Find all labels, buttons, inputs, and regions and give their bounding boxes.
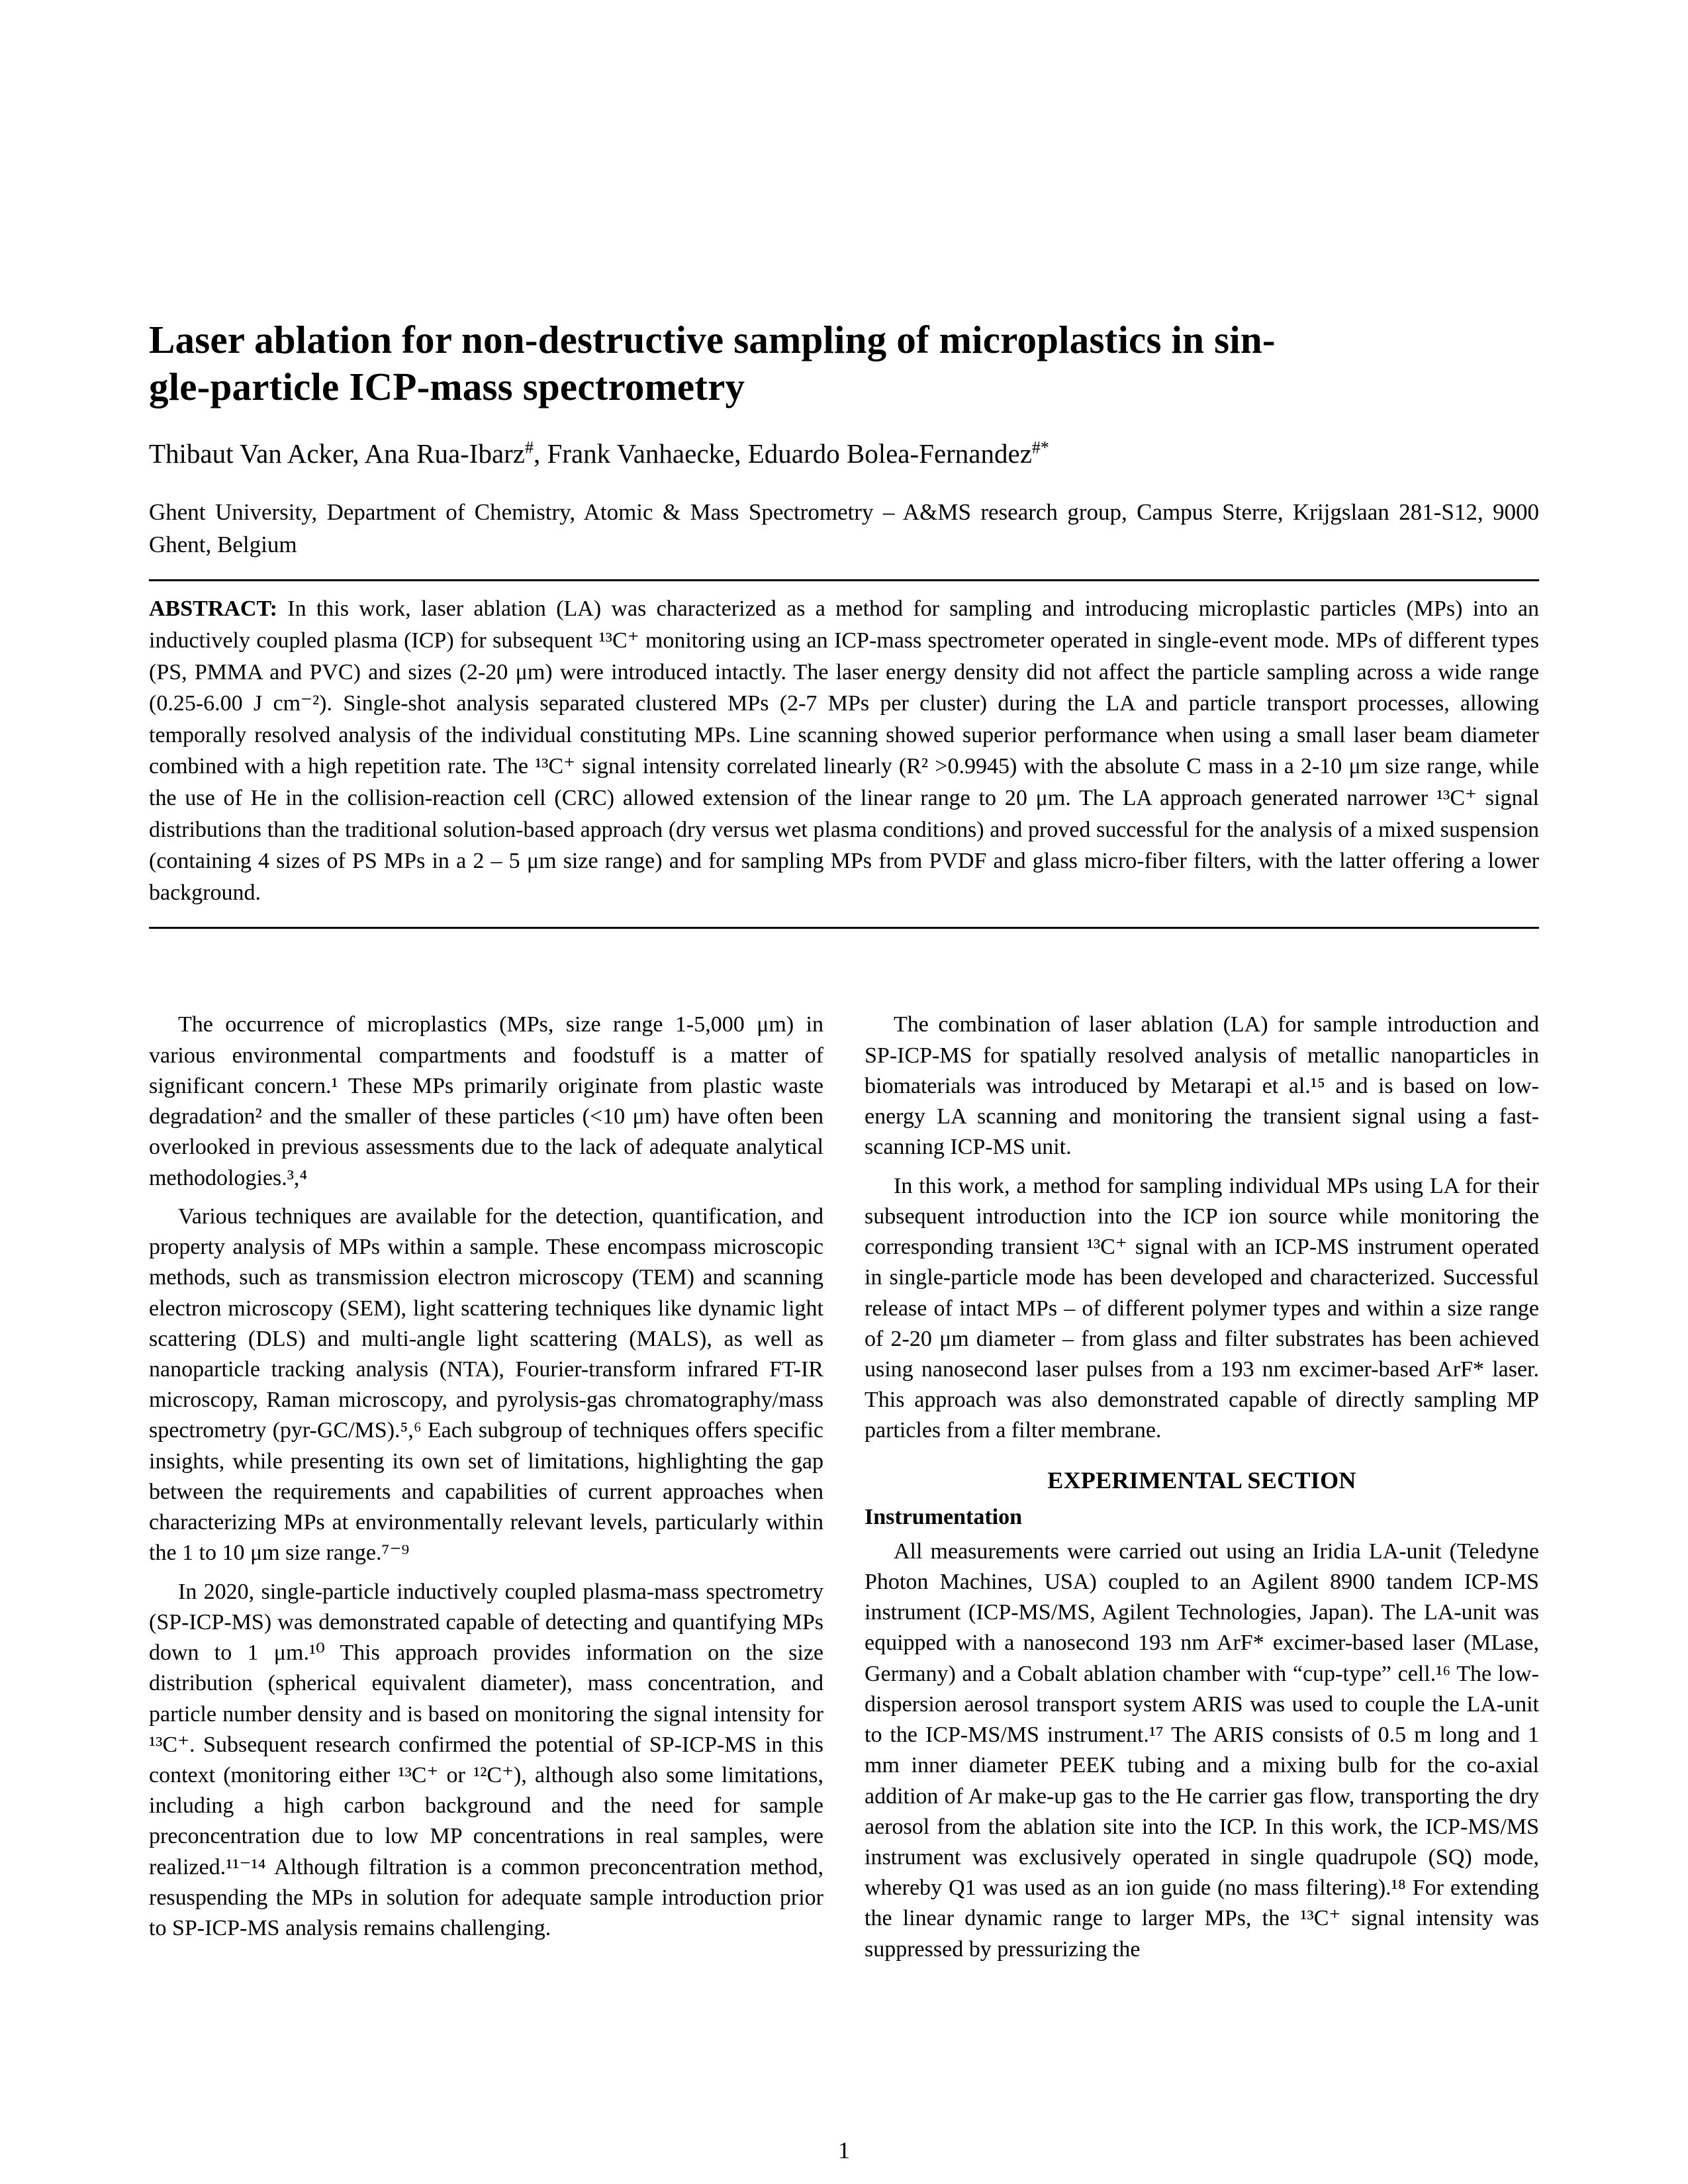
authors-sup1: # [525,438,534,457]
body-columns [149,1010,1539,1973]
affiliation: Ghent University, Department of Chemistry, Atomic & Mass Spectrometry – A&MS research group, Campus Sterre, Krijgslaan 281-S12, 9000 Ghent, Belgium [149,499,1539,558]
right-column [865,1010,1539,1973]
paragraph: All measurements were carried out using an Iridia LA-unit (Teledyne Photon Machines, USA) coupled to an Agilent 8900 tandem ICP-MS instrument (ICP-MS/MS, Agilent Technologies, Japan). The LA-unit was equipped with a nanosecond 193 nm ArF* excimer-based laser (MLase, Germany) and a Cobalt ablation chamber with “cup-type” cell.¹⁶ The low-dispersion aerosol transport system ARIS was used to couple the LA-unit to the ICP-MS/MS instrument.¹⁷ The ARIS consists of 0.5 m long and 1 mm inner diameter PEEK tubing and a mixing bulb for the co-axial addition of Ar make-up gas to the He carrier gas flow, transporting the dry aerosol from the ablation site into the ICP. In this work, the ICP-MS/MS instrument was exclusively operated in single quadrupole (SQ) mode, whereby Q1 was used as an ion guide (no mass filtering).¹⁸ For extending the linear dynamic range to larger MPs, the ¹³C⁺ signal intensity was suppressed by pressurizing the [865,1539,1539,1962]
authors-sup2: #* [1031,438,1049,457]
paragraph: Various techniques are available for the detection, quantification, and property analysis of MPs within a sample. These encompass microscopic methods, such as transmission electron microscopy (TEM) and scanning electron microscopy (SEM), light scattering techniques like dynamic light scattering (DLS) and multi-angle light scattering (MALS), as well as nanoparticle tracking analysis (NTA), Fourier-transform infrared FT-IR microscopy, Raman microscopy, and pyrolysis-gas chromatography/mass spectrometry (pyr-GC/MS).⁵,⁶ Each subgroup of techniques offers specific insights, while presenting its own set of limitations, highlighting the gap between the requirements and capabilities of current approaches when characterizing MPs at environmentally relevant levels, particularly within the 1 to 10 μm size range.⁷⁻⁹ [149,1204,823,1566]
page-title-line1: Laser ablation for non-destructive sampling of microplastics in sin- [149,317,1276,361]
authors-part2: , Frank Vanhaecke, Eduardo Bolea-Fernandez [534,438,1032,469]
authors-line [149,438,1539,469]
paragraph: The combination of laser ablation (LA) for sample introduction and SP-ICP-MS for spatially resolved analysis of metallic nanoparticles in biomaterials was introduced by Metarapi et al.¹⁵ and is based on low-energy LA scanning and monitoring the transient signal using a fast-scanning ICP-MS unit. [865,1012,1539,1160]
abstract-paragraph [149,593,1539,908]
authors-part1: Thibaut Van Acker, Ana Rua-Ibarz [149,438,525,469]
abstract-rule-top [149,579,1539,581]
page-number: 1 [838,2137,850,2163]
abstract-label: ABSTRACT: [149,596,277,622]
paragraph: The occurrence of microplastics (MPs, size range 1-5,000 μm) in various environmental compartments and foodstuff is a matter of significant concern.¹ These MPs primarily originate from plastic waste degradation² and the smaller of these particles (<10 μm) have often been overlooked in previous assessments due to the lack of adequate analytical methodologies.³,⁴ [149,1012,823,1190]
abstract-text: In this work, laser ablation (LA) was characterized as a method for sampling and introducing microplastic particles (MPs) into an inductively coupled plasma (ICP) for subsequent ¹³C⁺ monitoring using an ICP-mass spectrometer operated in single-event mode. MPs of different types (PS, PMMA and PVC) and sizes (2-20 μm) were introduced intactly. The laser energy density did not affect the particle sampling across a wide range (0.25-6.00 J cm⁻²). Single-shot analysis separated clustered MPs (2-7 MPs per cluster) during the LA and particle transport processes, allowing temporally resolved analysis of the individual constituting MPs. Line scanning showed superior performance when using a small laser beam diameter combined with a high repetition rate. The ¹³C⁺ signal intensity correlated linearly (R² >0.9945) with the absolute C mass in a 2-10 μm size range, while the use of He in the collision-reaction cell (CRC) allowed extension of the linear range to 20 μm. The LA approach generated narrower ¹³C⁺ signal distributions than the traditional solution-based approach (dry versus wet plasma conditions) and proved successful for the analysis of a mixed suspension (containing 4 sizes of PS MPs in a 2 – 5 μm size range) and for sampling MPs from PVDF and glass micro-fiber filters, with the latter offering a lower background. [149,596,1539,905]
left-column [149,1010,823,1973]
paragraph: In this work, a method for sampling individual MPs using LA for their subsequent introduction into the ICP ion source while monitoring the corresponding transient ¹³C⁺ signal with an ICP-MS instrument operated in single-particle mode has been developed and characterized. Successful release of intact MPs – of different polymer types and within a size range of 2-20 μm diameter – from glass and filter substrates has been achieved using nanosecond laser pulses from a 193 nm excimer-based ArF* laser. This approach was also demonstrated capable of directly sampling MP particles from a filter membrane. [865,1173,1539,1443]
page-title [149,316,1539,412]
abstract-rule-bottom [149,927,1539,929]
subsection-heading-instrumentation: Instrumentation [865,1504,1023,1529]
section-heading-experimental: EXPERIMENTAL SECTION [1047,1466,1356,1494]
page-title-line2: gle-particle ICP-mass spectrometry [149,365,745,409]
paragraph: In 2020, single-particle inductively coupled plasma-mass spectrometry (SP-ICP-MS) was demonstrated capable of detecting and quantifying MPs down to 1 μm.¹⁰ This approach provides information on the size distribution (spherical equivalent diameter), mass concentration, and particle number density and is based on monitoring the signal intensity for ¹³C⁺. Subsequent research confirmed the potential of SP-ICP-MS in this context (monitoring either ¹³C⁺ or ¹²C⁺), although also some limitations, including a high carbon background and the need for sample preconcentration due to low MP concentrations in real samples, were realized.¹¹⁻¹⁴ Although filtration is a common preconcentration method, resuspending the MPs in solution for adequate sample introduction prior to SP-ICP-MS analysis remains challenging. [149,1579,823,1941]
